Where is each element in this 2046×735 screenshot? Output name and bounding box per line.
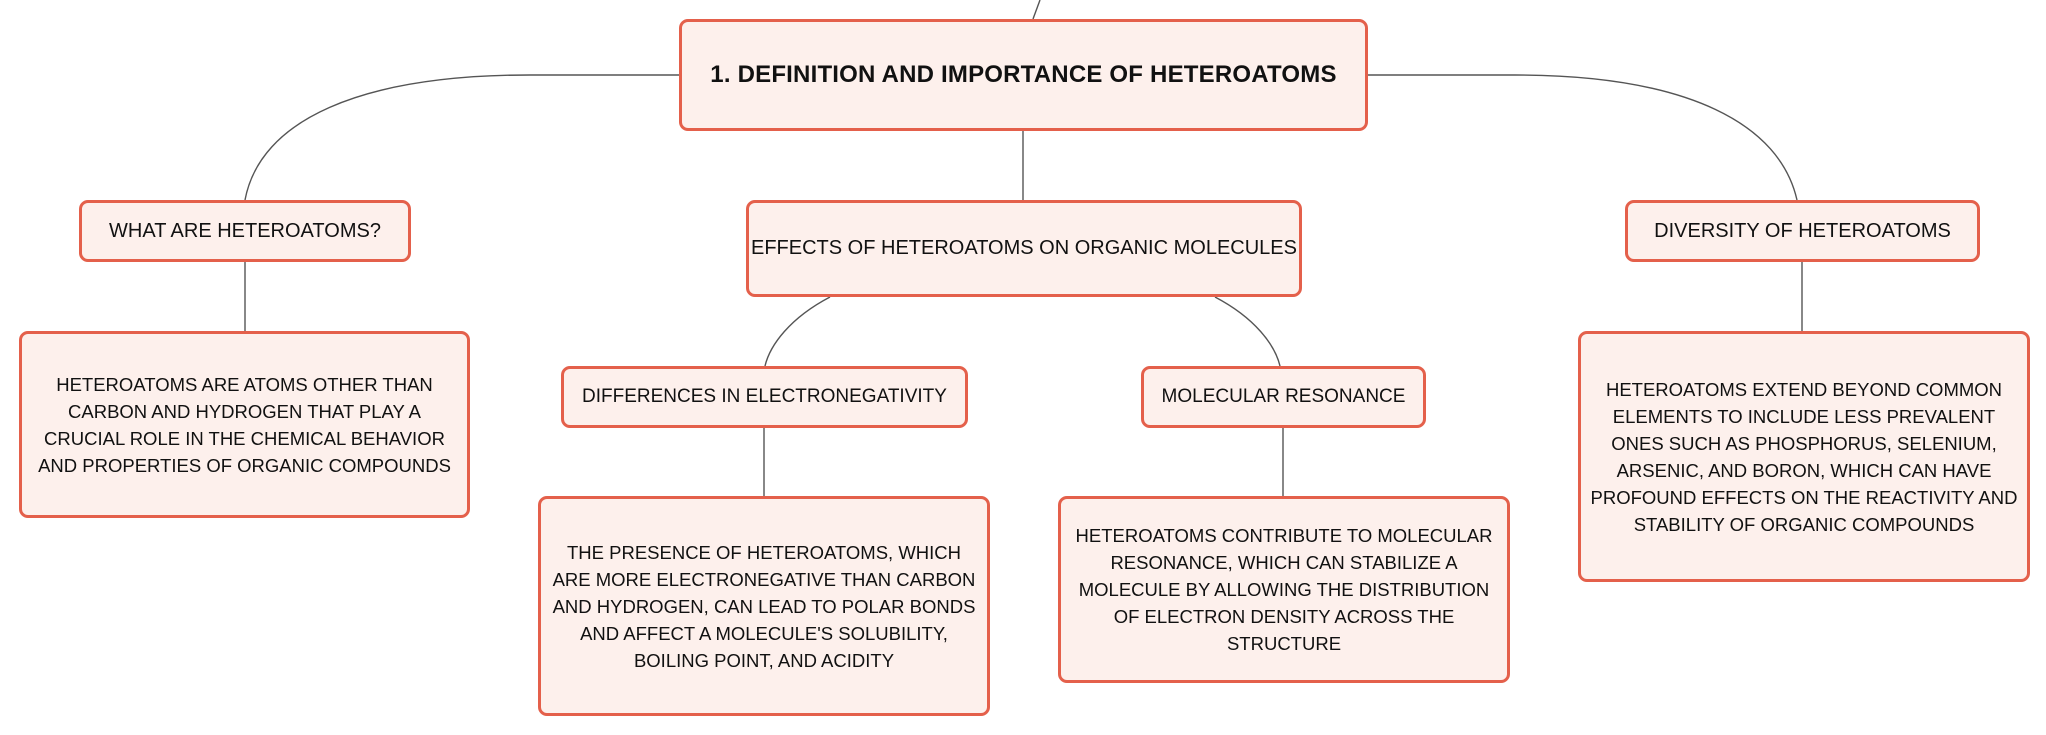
subtopic-node-label: DIFFERENCES IN ELECTRONEGATIVITY — [582, 386, 947, 407]
subtopic-node-electronegativity[interactable] — [561, 366, 968, 428]
topic-node-what-are-heteroatoms[interactable] — [79, 200, 411, 262]
topic-node-label: DIVERSITY OF HETEROATOMS — [1654, 219, 1951, 242]
detail-node-molecular-resonance[interactable] — [1058, 496, 1510, 683]
connector-root-diversity — [1368, 75, 1797, 200]
subtopic-node-molecular-resonance[interactable] — [1141, 366, 1426, 428]
detail-node-what-are-heteroatoms[interactable] — [19, 331, 470, 518]
topic-node-label: WHAT ARE HETEROATOMS? — [109, 219, 381, 242]
topic-node-effects-of-heteroatoms[interactable] — [746, 200, 1302, 297]
detail-node-electronegativity[interactable] — [538, 496, 990, 716]
connector-root-what — [245, 75, 679, 200]
detail-node-diversity-of-heteroatoms[interactable] — [1578, 331, 2030, 582]
detail-node-text: THE PRESENCE OF HETEROATOMS, WHICH ARE MORE ELECTRONEGATIVE THAN CARBON AND HYDROGEN, CAN LEAD TO POLAR BONDS AND AFFECT A MOLECULE'S SOLUBILITY, BOILING POINT, AND ACIDITY — [552, 541, 976, 671]
detail-node-text: HETEROATOMS CONTRIBUTE TO MOLECULAR RESONANCE, WHICH CAN STABILIZE A MOLECULE BY ALLOWING THE DISTRIBUTION OF ELECTRON DENSITY ACROSS THE STRUCTURE — [1075, 525, 1493, 654]
connector-effects-electro — [765, 297, 830, 366]
topic-node-label: EFFECTS OF HETEROATOMS ON ORGANIC MOLECULES — [751, 237, 1297, 259]
connector-effects-resonance — [1215, 297, 1280, 366]
root-node-label: 1. DEFINITION AND IMPORTANCE OF HETEROATOMS — [710, 61, 1337, 88]
detail-node-text: HETEROATOMS ARE ATOMS OTHER THAN CARBON AND HYDROGEN THAT PLAY A CRUCIAL ROLE IN THE CHEMICAL BEHAVIOR AND PROPERTIES OF ORGANIC COMPOUNDS — [38, 373, 451, 476]
subtopic-node-label: MOLECULAR RESONANCE — [1161, 386, 1406, 407]
root-node[interactable] — [679, 19, 1368, 131]
topic-node-diversity-of-heteroatoms[interactable] — [1625, 200, 1980, 262]
detail-node-text: HETEROATOMS EXTEND BEYOND COMMON ELEMENTS TO INCLUDE LESS PREVALENT ONES SUCH AS PHOSPHORUS, SELENIUM, ARSENIC, AND BORON, WHICH CAN HAVE PROFOUND EFFECTS ON THE REACTIVITY AND STABILITY OF ORGANIC COMPOUNDS — [1590, 378, 2018, 535]
connector-root-parent — [1033, 0, 1040, 19]
